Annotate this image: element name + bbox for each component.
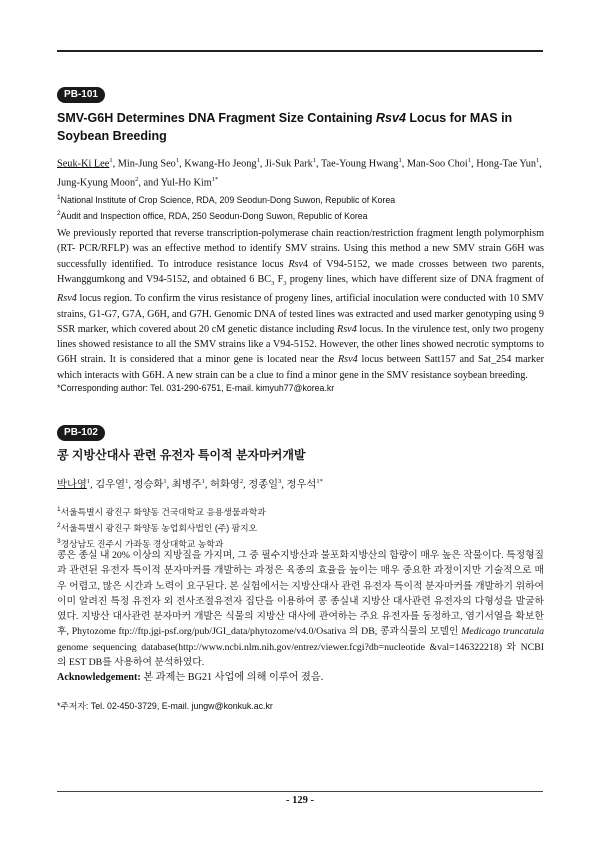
affiliations-pb101 xyxy=(57,191,547,223)
author-name: Jung-Kyung Moon xyxy=(57,177,136,189)
abstract-italic: Medicago truncatula xyxy=(461,626,544,638)
affiliation-marker: 1 xyxy=(57,194,61,201)
affiliation-line xyxy=(57,519,547,535)
ack-text: 본 과제는 BG21 사업에 의해 이루어 졌음. xyxy=(140,672,324,683)
corresponding-author-pb101: *Corresponding author: Tel. 031-290-6751, E-mail. kimyuh77@korea.kr xyxy=(57,383,335,393)
author-affiliation-marker: 3 xyxy=(278,478,282,485)
author-separator: , xyxy=(316,158,321,170)
affiliation-marker: 1 xyxy=(57,506,61,513)
author-separator: , xyxy=(243,479,249,491)
author-affiliation-marker: 1 xyxy=(256,157,260,164)
author-affiliation-marker: 1* xyxy=(211,176,219,184)
author-affiliation-marker: 1 xyxy=(109,157,113,164)
title-text: SMV-G6H Determines DNA Fragment Size Containing xyxy=(57,111,377,125)
affiliation-marker: 2 xyxy=(57,521,61,529)
author-affiliation-marker: 1 xyxy=(125,478,129,485)
author-affiliation-marker: 1 xyxy=(86,478,91,485)
author-name: Min-Jung Seo xyxy=(117,158,176,170)
corresponding-author-pb102: *주저자: Tel. 02-450-3729, E-mail. jungw@konkuk.ac.kr xyxy=(57,701,273,711)
affiliation-line xyxy=(57,503,547,519)
author-name: 정승화 xyxy=(133,479,164,491)
author-separator: , xyxy=(204,479,210,491)
author-name: Yul-Ho Kim xyxy=(160,177,212,189)
author-affiliation-marker: 1 xyxy=(398,157,402,164)
author-separator: , xyxy=(128,479,134,491)
author-affiliation-marker: 1 xyxy=(163,478,167,485)
author-list-pb101 xyxy=(57,153,547,192)
author-separator: , xyxy=(401,158,407,170)
affiliations-pb102 xyxy=(57,503,547,551)
abstract-text: 콩은 종실 내 20% 이상의 지방질을 가지며, 그 중 필수지방산과 불포화지방산의 함량이 매우 높은 작물이다. 특정형질과 관련된 유전자 특이적 분자마커를 개발하는 과정은 육종의 효율을 높이는 매우 중요한 과정이지만 기술적으로 매우 어렵고, 많은 시간과 노력이 요구된다. 본 실험에서는 지방산대사 관련 유전자 특이적 분자마커를 개발하기 위하여 이미 알려진 특정 유전자 외 전사조절유전자 집단을 이용하여 콩 종실내 지방산 대사관련 유전자의 다형성을 발굴하였다. 지방산 대사관련 분자마커 개발은 식물의 지방산 대사에 관여하는 주요 유전자를 동정하고, 염기서열을 확보한 후, Phytozome ftp://ftp.jgi-psf.org/pub/JGI_data/phytozome/v4.0/Osativa 의 DB, 콩과식물의 모델인 xyxy=(57,550,544,638)
bottom-rule xyxy=(57,791,543,792)
abstract-italic: Rsv4 xyxy=(337,354,358,366)
author-name: 정종일 xyxy=(248,479,279,491)
affiliation-line xyxy=(57,207,547,223)
title-text: Locus for MAS in Soybean Breeding xyxy=(57,111,513,143)
author-separator: , xyxy=(471,158,477,170)
author-affiliation-marker: 1 xyxy=(312,157,317,164)
author-name: 허화영 xyxy=(210,479,240,491)
abstract-italic: Rsv4 xyxy=(57,293,77,305)
acknowledgement xyxy=(57,668,547,683)
paper-title-pb102: 콩 지방산대사 관련 유전자 특이적 분자마커개발 xyxy=(57,448,306,462)
affiliation-text: 서울특별시 광진구 화양동 농업회사법인 (주) 팜지오 xyxy=(60,522,258,533)
author-affiliation-marker: 1 xyxy=(175,157,180,164)
affiliation-marker: 2 xyxy=(57,209,61,217)
author-separator: , xyxy=(539,158,542,170)
affiliation-text: 서울특별시 광진구 화양동 건국대학교 응용생물과학과 xyxy=(60,506,266,517)
author-name: Man-Soo Choi xyxy=(406,158,468,170)
abstract-text: We previously reported that reverse transcription-polymerase chain reaction/restriction fragment length polymorphism (RT- PCR/RFLP) was an effective method to identify SMV strains. Using this method a new SMV strain G6H was successfully identified. To introduce resistance locus xyxy=(57,228,544,270)
abstract-italic: Rsv xyxy=(288,258,304,270)
author-name: 정우석 xyxy=(286,479,317,491)
page-number: - 129 - xyxy=(286,795,314,806)
abstract-italic: Rsv4 xyxy=(336,323,357,335)
title-gene-italic: Rsv4 xyxy=(376,111,406,125)
abstract-id-badge-pb102: PB-102 xyxy=(57,425,105,441)
author-separator: , xyxy=(166,479,172,491)
author-name: 최병주 xyxy=(171,479,202,491)
author-affiliation-marker: 1 xyxy=(201,478,205,485)
author-affiliation-marker: 2 xyxy=(239,478,244,485)
author-separator: , xyxy=(112,158,118,170)
author-separator: , xyxy=(259,158,265,170)
abstract-text: locus. In the virulence test, only two progeny lines showed resistance to all the SMV strains like a V94-5152. However, the other lines showed necrotic symptoms to G6H strain. It is considered that a minor gene is located near the xyxy=(57,323,544,366)
author-name: Hong-Tae Yun xyxy=(476,158,536,170)
abstract-text: genome sequencing database(http://www.ncbi.nlm.nih.gov/entrez/viewer.fcgi?db=nucleotide &val=146322218) 와 NCBI 의 EST DB를 사용하여 분석하였다. xyxy=(57,641,544,669)
affiliation-marker: 3 xyxy=(57,537,61,545)
abstract-body-pb102 xyxy=(57,548,544,670)
author-name: 박나영 xyxy=(57,479,87,491)
affiliation-line xyxy=(57,191,547,207)
author-name: Ji-Suk Park xyxy=(264,158,313,170)
abstract-subscript: 3 xyxy=(271,279,275,287)
paper-title-pb101 xyxy=(57,109,547,145)
abstract-body-pb101 xyxy=(57,226,544,383)
abstract-text: locus region. To confirm the virus resistance of progeny lines, artificial inoculation were conducted with 10 SMV strains, G1-G7, G7A, G6H, and G7H. Genomic DNA of tested lines was extracted and used marker genotyping using 9 SSR marker, which covered about 20 cM genetic distance including xyxy=(57,293,544,335)
abstract-text: progeny lines, which have different size of DNA fragment of xyxy=(286,273,544,285)
author-affiliation-marker: 2 xyxy=(135,176,139,184)
abstract-subscript: 3 xyxy=(283,279,287,287)
author-name: Tae-Young Hwang xyxy=(320,158,399,170)
top-rule xyxy=(57,50,543,52)
author-name: Kwang-Ho Jeong xyxy=(184,158,257,170)
affiliation-text: 경상남도 진주시 가좌동 경상대학교 농학과 xyxy=(60,538,224,549)
abstract-text: 4 of V94-5152, we made crosses between two parents, Hwanggumkong and V94-5152, and obtained 6 BC xyxy=(57,258,544,285)
abstract-text: locus between Satt157 and Sat_254 marker which interacts with G6H. A new strain can be a clue to find a minor gene in the SMV resistance soybean breeding. xyxy=(57,354,544,381)
author-separator: , xyxy=(90,479,96,491)
affiliation-text: National Institute of Crop Science, RDA, 209 Seodun-Dong Suwon, Republic of Korea xyxy=(60,194,396,205)
author-affiliation-marker: 1 xyxy=(467,157,472,164)
author-affiliation-marker: 1* xyxy=(316,478,323,485)
affiliation-text: Audit and Inspection office, RDA, 250 Seodun-Dong Suwon, Republic of Korea xyxy=(60,210,368,221)
author-name: 김우열 xyxy=(95,479,126,491)
ack-label: Acknowledgement: xyxy=(57,672,141,683)
author-affiliation-marker: 1 xyxy=(536,157,540,164)
author-name: Seuk-Ki Lee xyxy=(57,158,110,170)
abstract-id-badge-pb101: PB-101 xyxy=(57,87,105,103)
author-separator: , xyxy=(179,158,185,170)
abstract-text: F xyxy=(274,273,284,285)
author-separator: , xyxy=(281,479,287,491)
author-separator: , and xyxy=(138,177,161,189)
author-list-pb102 xyxy=(57,474,547,493)
